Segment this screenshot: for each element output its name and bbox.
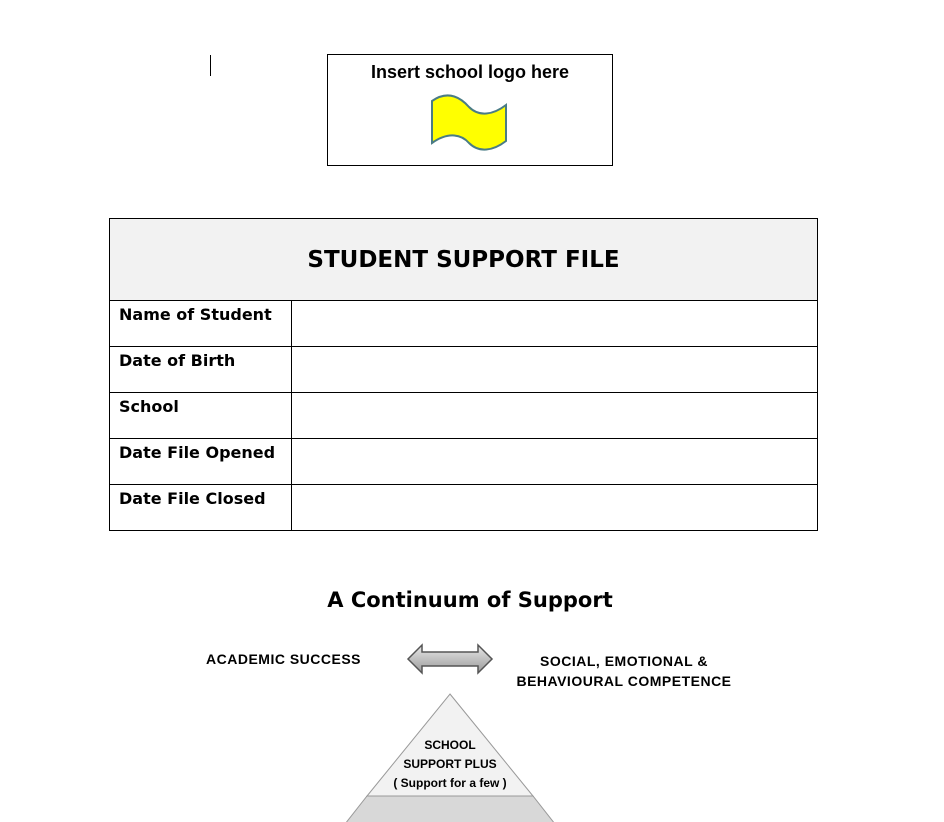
social-emotional-label — [507, 651, 741, 691]
pyramid-line3: ( Support for a few ) — [393, 776, 507, 790]
name-of-student-field[interactable] — [292, 301, 818, 347]
flag-icon — [429, 93, 509, 153]
pyramid-line2: SUPPORT PLUS — [403, 757, 497, 771]
continuum-title: A Continuum of Support — [327, 588, 613, 612]
row-label-name: Name of Student — [110, 301, 292, 347]
date-file-opened-field[interactable] — [292, 439, 818, 485]
student-info-table — [109, 218, 818, 531]
logo-placeholder-text: Insert school logo here — [370, 62, 570, 82]
social-label-line1: SOCIAL, EMOTIONAL & — [540, 653, 708, 669]
date-file-closed-field[interactable] — [292, 485, 818, 531]
text-cursor — [210, 55, 211, 76]
row-label-date-opened: Date File Opened — [110, 439, 292, 485]
table-row — [110, 393, 818, 439]
row-label-school: School — [110, 393, 292, 439]
table-row — [110, 485, 818, 531]
social-label-line2: BEHAVIOURAL COMPETENCE — [516, 673, 732, 689]
table-row — [110, 301, 818, 347]
row-label-date-closed: Date File Closed — [110, 485, 292, 531]
table-row — [110, 439, 818, 485]
pyramid-line1: SCHOOL — [424, 738, 476, 752]
date-of-birth-field[interactable] — [292, 347, 818, 393]
school-field[interactable] — [292, 393, 818, 439]
academic-success-label: ACADEMIC SUCCESS — [206, 651, 362, 667]
double-arrow-icon — [406, 643, 494, 675]
row-label-dob: Date of Birth — [110, 347, 292, 393]
table-row — [110, 347, 818, 393]
school-logo-placeholder[interactable] — [327, 54, 613, 166]
table-title: STUDENT SUPPORT FILE — [110, 219, 818, 301]
